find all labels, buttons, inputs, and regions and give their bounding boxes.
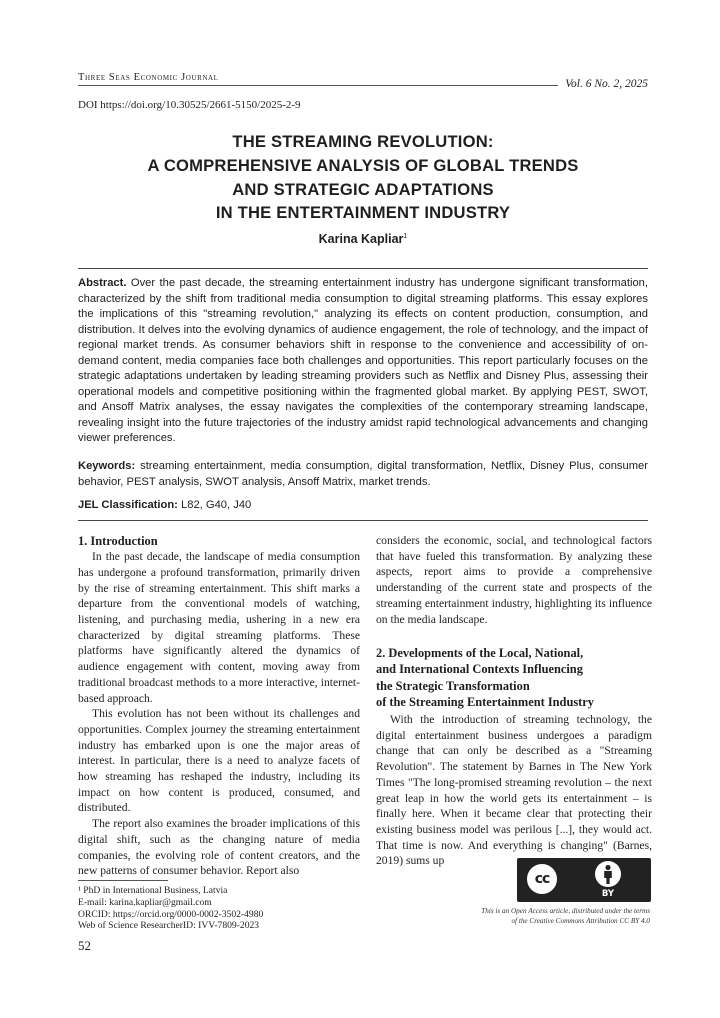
heading-line: the Strategic Transformation bbox=[376, 678, 530, 693]
heading-line: and International Contexts Influencing bbox=[376, 662, 583, 677]
doi-link[interactable]: DOI https://doi.org/10.30525/2661-5150/2025-2-9 bbox=[78, 99, 301, 111]
footnotes bbox=[78, 885, 263, 932]
page-number: 52 bbox=[78, 938, 91, 953]
right-column bbox=[376, 533, 652, 869]
jel-label: JEL Classification: bbox=[78, 499, 178, 511]
title-line: IN THE ENTERTAINMENT INDUSTRY bbox=[215, 203, 511, 223]
author-footnote-mark[interactable]: 1 bbox=[403, 232, 408, 240]
abstract-label: Abstract. bbox=[78, 277, 127, 289]
jel-codes: L82, G40, J40 bbox=[181, 499, 252, 511]
title-line: THE STREAMING REVOLUTION: bbox=[232, 132, 494, 151]
by-label: BY bbox=[601, 889, 615, 899]
cc-glyph: cc bbox=[534, 871, 550, 887]
left-column bbox=[78, 533, 360, 879]
title-line: A COMPREHENSIVE ANALYSIS OF GLOBAL TRENDS bbox=[147, 155, 579, 175]
abstract-rule-top bbox=[78, 268, 648, 269]
footnote-orcid[interactable]: ORCID: https://orcid.org/0000-0002-3502-4980 bbox=[78, 908, 264, 920]
cc-license-badge[interactable] bbox=[517, 858, 651, 902]
jel-classification bbox=[78, 498, 648, 514]
paragraph: The report also examines the broader implications of this digital shift, such as the changing nature of media companies, the evolving role of content creators, and the new patterns of consumer behavior. Report also bbox=[78, 817, 360, 878]
abstract-rule-bottom bbox=[78, 520, 648, 521]
journal-name: Three Seas Economic Journal bbox=[78, 72, 219, 83]
paper-title bbox=[78, 130, 648, 225]
footnote-rule bbox=[78, 880, 168, 881]
heading-line: 2. Developments of the Local, National, bbox=[376, 646, 584, 661]
keywords-text: streaming entertainment, media consumption, digital transformation, Netflix, Disney Plus, consumer behavior, PEST analysis, SWOT analysis, Ansoff Matrix, market trends. bbox=[78, 460, 649, 488]
cc-icon bbox=[525, 862, 559, 896]
abstract-text: Over the past decade, the streaming entertainment industry has undergone significant transformation, characterized by the shift from traditional media consumption to digital streaming platforms. This essay explores the implications of this "streaming revolution," analyzing its effects on content production, consumption, and distribution. It delves into the evolving dynamics of audience engagement, the role of technology, and the impact of regional market trends. As consumer behaviors shift in response to the convenience and accessibility of on-demand content, media companies face both challenges and opportunities. This report particularly focuses on the strategic adaptations undertaken by leading streaming providers such as Netflix and Disney Plus, assessing their operational models and competitive positioning within the fragmented global market. By applying PEST, SWOT, and Ansoff Matrix analyses, the essay navigates the complexities of the contemporary streaming landscape, revealing insight into the future trajectories of the industry amidst rapid technological advancements and changing viewer preferences. bbox=[78, 277, 648, 444]
license-line: This is an Open Access article, distributed under the terms bbox=[481, 907, 650, 915]
paragraph-continuation: considers the economic, social, and technological factors that have fueled this transformation. By analyzing these aspects, report aims to provide a comprehensive understanding of the current state and prospects of the streaming entertainment industry, highlighting its influence on the media landscape. bbox=[376, 534, 652, 626]
author bbox=[78, 232, 648, 246]
author-name: Karina Kapliar bbox=[318, 232, 404, 246]
paragraph: In the past decade, the landscape of media consumption has undergone a profound transformation, primarily driven by the rise of streaming entertainment. This shift marks a departure from the conventional models of watching, listening, and purchasing media, ushering in a new era characterized by digital streaming platforms. These platforms have significantly altered the dynamics of audience engagement with content, moving away from traditional broadcast methods to a more interactive, internet-based approach. bbox=[78, 550, 360, 705]
keywords bbox=[78, 459, 648, 490]
license-note bbox=[410, 906, 650, 926]
keywords-label: Keywords: bbox=[78, 460, 136, 472]
license-line: of the Creative Commons Attribution CC BY 4.0 bbox=[511, 917, 650, 925]
footnote-affiliation: ¹ PhD in International Business, Latvia bbox=[78, 885, 228, 896]
title-line: AND STRATEGIC ADAPTATIONS bbox=[232, 179, 494, 199]
footnote-email[interactable]: E-mail: karina.kapliar@gmail.com bbox=[78, 896, 212, 908]
heading-line: of the Streaming Entertainment Industry bbox=[376, 694, 594, 709]
abstract bbox=[78, 276, 648, 447]
volume-info: Vol. 6 No. 2, 2025 bbox=[565, 78, 648, 90]
section-heading: 1. Introduction bbox=[78, 534, 158, 548]
header-rule bbox=[78, 85, 558, 86]
paragraph: With the introduction of streaming technology, the digital entertainment business undergoes a paradigm change that can only be described as a "Streaming Revolution". The statement by Barnes in The New York Times "The long-promised streaming revolution – the next great leap in how the world gets its entertainment – is finally here. When it became clear that protecting their existing business model was perilous [...], they would act. That time is now. And everything is changing" (Barnes, 2019) sums up bbox=[376, 713, 652, 868]
footnote-researcherid: Web of Science ResearcherID: IVV-7809-2023 bbox=[78, 920, 260, 932]
attribution-icon bbox=[595, 861, 621, 887]
paragraph: This evolution has not been without its challenges and opportunities. Complex journey the streaming entertainment industry has embarked upon is one the major areas of interest. In particular, there is a need to analyze facets of how streaming has reshaped the industry, including its impact on how content is produced, consumed, and distributed. bbox=[78, 707, 360, 815]
section-heading bbox=[376, 645, 652, 710]
